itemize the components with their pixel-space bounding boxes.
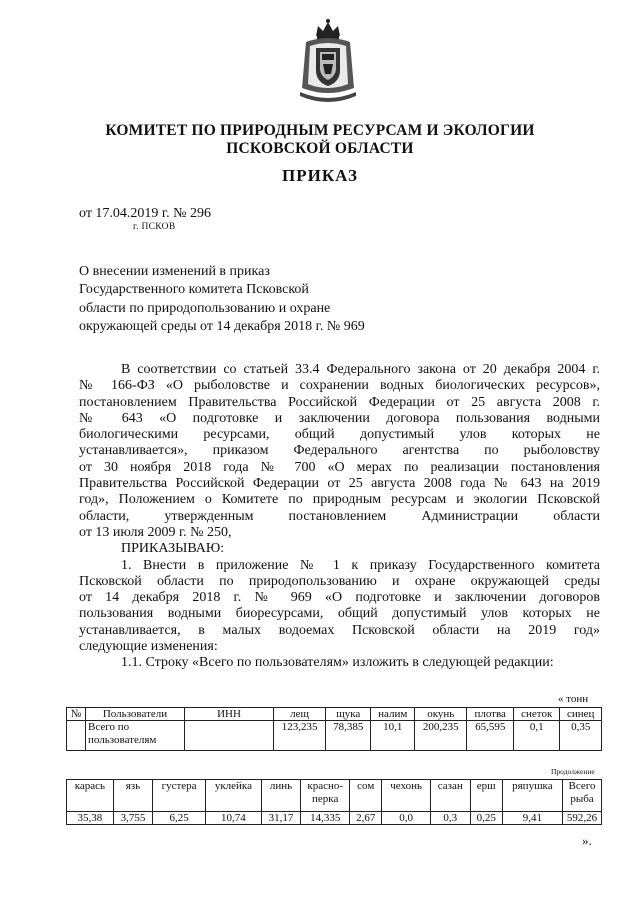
closing-quote: ». [582, 833, 592, 848]
table-header-cell: язь [113, 780, 152, 812]
item1-line: Псковской области по природопользованию и охране окружающей среды [79, 573, 600, 589]
preamble-line: от 30 ноября 2018 года № 700 «О мерах по реализации постановления [79, 459, 600, 475]
preamble-line: от 13 июля 2009 г. № 250, [79, 524, 232, 540]
table-header-cell: Всего рыба [563, 780, 602, 812]
subject-line: О внесении изменений в приказ [79, 264, 270, 279]
subject-line: области по природопользованию и охране [79, 300, 331, 316]
table-header-cell: густера [153, 780, 206, 812]
order-word: ПРИКАЗЫВАЮ: [121, 541, 225, 557]
committee-name [60, 122, 580, 158]
table-header-row [67, 780, 602, 812]
document-type: ПРИКАЗ [282, 166, 358, 185]
continuation-label: Продолжение [551, 767, 595, 776]
table-cell: Всего по пользователям [86, 721, 185, 751]
table-cell: 10,74 [206, 812, 262, 825]
table-cell: 0,35 [560, 721, 602, 751]
table-cell [185, 721, 274, 751]
table-header-cell: № [67, 708, 86, 721]
item1-line: 1. Внести в приложение № 1 к приказу Государственного комитета [121, 557, 600, 573]
item1-line: устанавливается, в малых водоемах Псковской области на 2019 год» [79, 622, 600, 638]
table-header-cell: красно-перка [301, 780, 350, 812]
table-header-cell: снеток [514, 708, 560, 721]
table-cell [67, 721, 86, 751]
table-header-cell: ерш [470, 780, 502, 812]
preamble-line: № 643 «О подготовке и заключении договора пользования водными [79, 410, 600, 426]
committee-line-2: ПСКОВСКОЙ ОБЛАСТИ [226, 140, 414, 157]
preamble-line: биологическими ресурсами, общий допустимый улов которых не [79, 427, 600, 443]
preamble-line: устанавливается», приказом Федерального агентства по рыболовству [79, 443, 600, 459]
committee-line-1: КОМИТЕТ ПО ПРИРОДНЫМ РЕСУРСАМ И ЭКОЛОГИИ [105, 122, 535, 139]
table-cell: 14,335 [301, 812, 350, 825]
table-header-cell: окунь [415, 708, 467, 721]
table-cell: 200,235 [415, 721, 467, 751]
table-cell: 6,25 [153, 812, 206, 825]
coat-of-arms-icon [296, 18, 360, 104]
preamble-line: год», Положением о Комитете по природным ресурсам и экологии Псковской [79, 492, 600, 508]
table-header-cell: карась [67, 780, 114, 812]
table-header-cell: уклейка [206, 780, 262, 812]
preamble-line: В соответствии со статьей 33.4 Федерального закона от 20 декабря 2004 г. [121, 362, 600, 377]
table-row [67, 812, 602, 825]
table-header-cell: Пользователи [86, 708, 185, 721]
table-cell: 9,41 [502, 812, 562, 825]
catch-table-2 [66, 779, 602, 825]
preamble-line: области, утвержденным постановлением Администрации области [79, 508, 600, 524]
table-cell: 2,67 [350, 812, 382, 825]
table-row [67, 721, 602, 751]
table-cell: 3,755 [113, 812, 152, 825]
table-cell: 10,1 [371, 721, 415, 751]
subject-line: окружающей среды от 14 декабря 2018 г. № 969 [79, 318, 365, 334]
item1-line: от 14 декабря 2018 г. № 969 «О подготовке и заключении договоров [79, 590, 600, 606]
table-header-cell: ряпушка [502, 780, 562, 812]
table-header-cell: чехонь [382, 780, 431, 812]
table-cell: 31,17 [261, 812, 300, 825]
table-cell: 0,0 [382, 812, 431, 825]
subject-line: Государственного комитета Псковской [79, 282, 309, 298]
preamble-line: Правительства Российской Федерации от 25 августа 2008 года № 643 на 2019 [79, 476, 600, 492]
table-cell: 0,1 [514, 721, 560, 751]
table-header-cell: линь [261, 780, 300, 812]
table-cell: 592,26 [563, 812, 602, 825]
city: г. ПСКОВ [133, 222, 176, 232]
unit-label: « тонн [558, 693, 589, 705]
table-cell: 123,235 [274, 721, 326, 751]
item1-line: пользования водными биоресурсами, общий допустимый улов которых не [79, 606, 600, 622]
subject-block [79, 263, 365, 336]
table-cell: 35,38 [67, 812, 114, 825]
table-header-cell: сазан [430, 780, 470, 812]
body-text [79, 362, 600, 672]
date-number: от 17.04.2019 г. № 296 [79, 206, 211, 221]
table-header-cell: плотва [467, 708, 514, 721]
catch-table-1 [66, 707, 602, 751]
table-header-cell: сом [350, 780, 382, 812]
table-cell: 0,25 [470, 812, 502, 825]
item1-line: следующие изменения: [79, 639, 218, 655]
table-header-cell: синец [560, 708, 602, 721]
table-header-row [67, 708, 602, 721]
table-cell: 65,595 [467, 721, 514, 751]
table-cell: 78,385 [326, 721, 371, 751]
table-header-cell: налим [371, 708, 415, 721]
table-cell: 0,3 [430, 812, 470, 825]
item1-1-line: 1.1. Строку «Всего по пользователям» изложить в следующей редакции: [121, 655, 554, 671]
preamble-line: постановлением Правительства Российской Федерации от 25 августа 2008 г. [79, 394, 600, 410]
table-header-cell: щука [326, 708, 371, 721]
table-header-cell: лещ [274, 708, 326, 721]
preamble-line: № 166-ФЗ «О рыболовстве и сохранении водных биологических ресурсов», [79, 378, 600, 394]
table-header-cell: ИНН [185, 708, 274, 721]
